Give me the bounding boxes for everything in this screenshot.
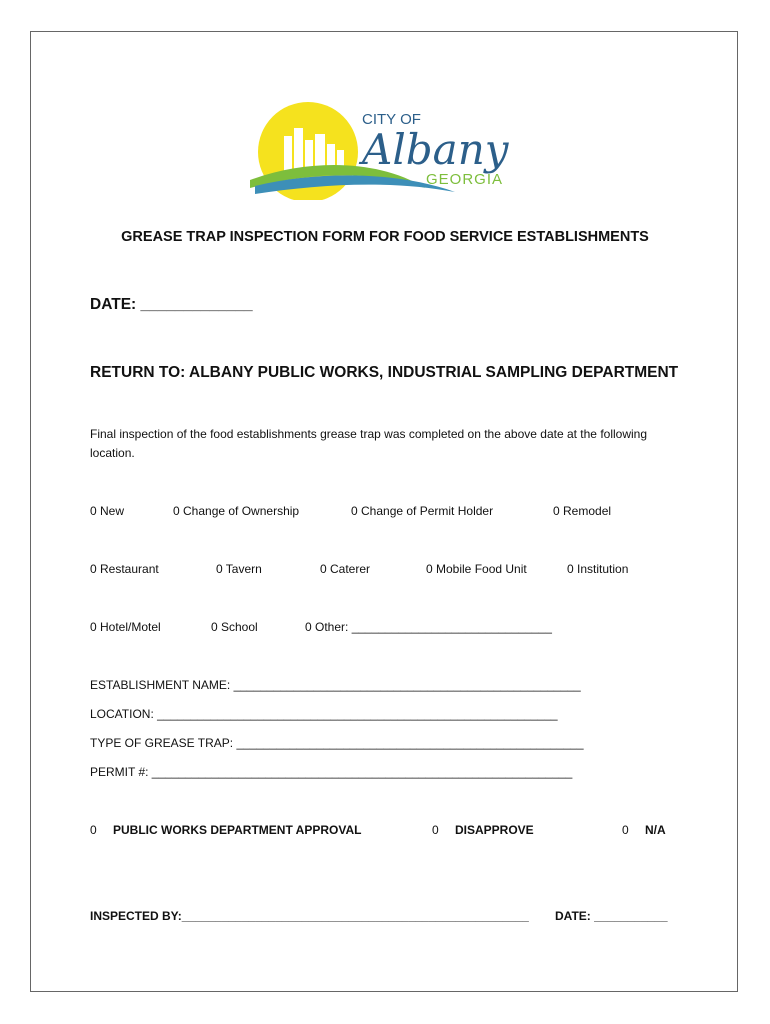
option-restaurant[interactable]: 0 Restaurant (90, 562, 159, 576)
option-new[interactable]: 0 New (90, 504, 125, 518)
city-of-albany-logo (250, 100, 520, 200)
logo-city-name: Albany (362, 125, 509, 174)
option-tavern[interactable]: 0 Tavern (216, 562, 262, 576)
disapprove-bullet[interactable]: 0 (432, 823, 439, 837)
option-change-of-ownership[interactable]: 0 Change of Ownership (173, 504, 300, 518)
option-public-works-approval[interactable]: PUBLIC WORKS DEPARTMENT APPROVAL (113, 823, 362, 837)
date-field[interactable]: DATE: _____________ (90, 296, 253, 313)
option-caterer[interactable]: 0 Caterer (320, 562, 371, 576)
option-school[interactable]: 0 School (211, 620, 258, 634)
logo-state: GEORGIA (426, 171, 504, 188)
permit-number-field[interactable]: PERMIT #: _______________________________________________________________ (90, 765, 573, 779)
establishment-name-field[interactable]: ESTABLISHMENT NAME: ____________________________________________________ (90, 678, 581, 692)
return-to-line: RETURN TO: ALBANY PUBLIC WORKS, INDUSTRIAL SAMPLING DEPARTMENT (90, 364, 679, 381)
option-remodel[interactable]: 0 Remodel (553, 504, 612, 518)
intro-paragraph: Final inspection of the food establishments grease trap was completed on the above date at the following location. (90, 427, 648, 460)
option-na[interactable]: N/A (645, 823, 666, 837)
option-hotel-motel[interactable]: 0 Hotel/Motel (90, 620, 161, 634)
option-mobile-food-unit[interactable]: 0 Mobile Food Unit (426, 562, 527, 576)
form-title: GREASE TRAP INSPECTION FORM FOR FOOD SERVICE ESTABLISHMENTS (121, 229, 649, 245)
option-institution[interactable]: 0 Institution (567, 562, 629, 576)
location-field[interactable]: LOCATION: ____________________________________________________________ (90, 707, 558, 721)
na-bullet[interactable]: 0 (622, 823, 629, 837)
approve-bullet[interactable]: 0 (90, 823, 97, 837)
grease-trap-type-field[interactable]: TYPE OF GREASE TRAP: ____________________________________________________ (90, 736, 584, 750)
option-other[interactable]: 0 Other: ______________________________ (305, 620, 552, 634)
footer-date-field[interactable]: DATE: ___________ (555, 909, 668, 923)
option-disapprove[interactable]: DISAPPROVE (455, 823, 534, 837)
option-change-of-permit-holder[interactable]: 0 Change of Permit Holder (351, 504, 494, 518)
logo-city-of: CITY OF (362, 111, 421, 128)
inspected-by-field[interactable]: INSPECTED BY:____________________________________________________ (90, 909, 529, 923)
